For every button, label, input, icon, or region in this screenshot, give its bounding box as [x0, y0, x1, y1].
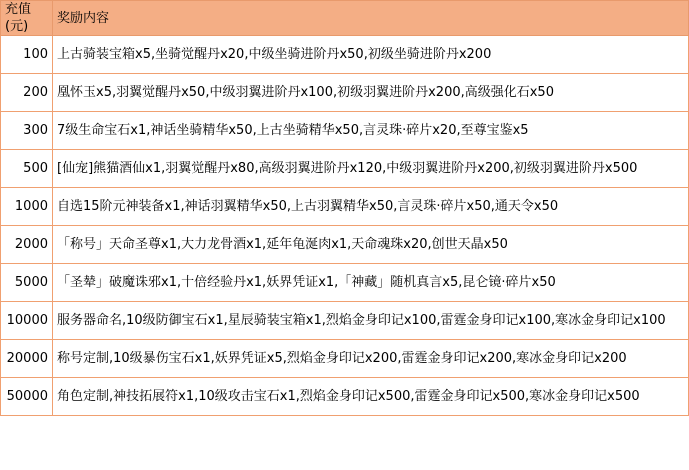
cell-amount: 50000 [1, 378, 53, 416]
table-row [1, 226, 689, 264]
table-row [1, 264, 689, 302]
table-row [1, 302, 689, 340]
cell-reward: 角色定制,神技拓展符x1,10级攻击宝石x1,烈焰金身印记x500,雷霆金身印记x500,寒冰金身印记x500 [53, 378, 689, 416]
cell-reward: 「称号」天命圣尊x1,大力龙骨酒x1,延年龟涎肉x1,天命魂珠x20,创世天晶x50 [53, 226, 689, 264]
cell-reward: 服务器命名,10级防御宝石x1,星辰骑装宝箱x1,烈焰金身印记x100,雷霆金身印记x100,寒冰金身印记x100 [53, 302, 689, 340]
cell-amount: 10000 [1, 302, 53, 340]
table-row [1, 112, 689, 150]
cell-amount: 5000 [1, 264, 53, 302]
cell-amount: 1000 [1, 188, 53, 226]
cell-amount: 200 [1, 74, 53, 112]
table-header [1, 1, 689, 36]
table-row [1, 74, 689, 112]
cell-amount: 100 [1, 36, 53, 74]
table-row [1, 340, 689, 378]
table-body [1, 36, 689, 416]
cell-amount: 500 [1, 150, 53, 188]
table-row [1, 36, 689, 74]
cell-reward: 自选15阶元神装备x1,神话羽翼精华x50,上古羽翼精华x50,言灵珠·碎片x50,通天令x50 [53, 188, 689, 226]
cell-reward: 上古骑装宝箱x5,坐骑觉醒丹x20,中级坐骑进阶丹x50,初级坐骑进阶丹x200 [53, 36, 689, 74]
cell-reward: 「圣辇」破魔诛邪x1,十倍经验丹x1,妖界凭证x1,「神藏」随机真言x5,昆仑镜·碎片x50 [53, 264, 689, 302]
cell-amount: 20000 [1, 340, 53, 378]
cell-amount: 300 [1, 112, 53, 150]
cell-reward: [仙宠]熊猫酒仙x1,羽翼觉醒丹x80,高级羽翼进阶丹x120,中级羽翼进阶丹x200,初级羽翼进阶丹x500 [53, 150, 689, 188]
table-header-row [1, 1, 689, 36]
table-row [1, 150, 689, 188]
table-row [1, 378, 689, 416]
cell-reward: 凰怀玉x5,羽翼觉醒丹x50,中级羽翼进阶丹x100,初级羽翼进阶丹x200,高级强化石x50 [53, 74, 689, 112]
cell-amount: 2000 [1, 226, 53, 264]
column-header-reward: 奖励内容 [53, 1, 689, 36]
cell-reward: 称号定制,10级暴伤宝石x1,妖界凭证x5,烈焰金身印记x200,雷霆金身印记x200,寒冰金身印记x200 [53, 340, 689, 378]
column-header-amount: 充值(元) [1, 1, 53, 36]
table-row [1, 188, 689, 226]
cell-reward: 7级生命宝石x1,神话坐骑精华x50,上古坐骑精华x50,言灵珠·碎片x20,至尊宝鉴x5 [53, 112, 689, 150]
